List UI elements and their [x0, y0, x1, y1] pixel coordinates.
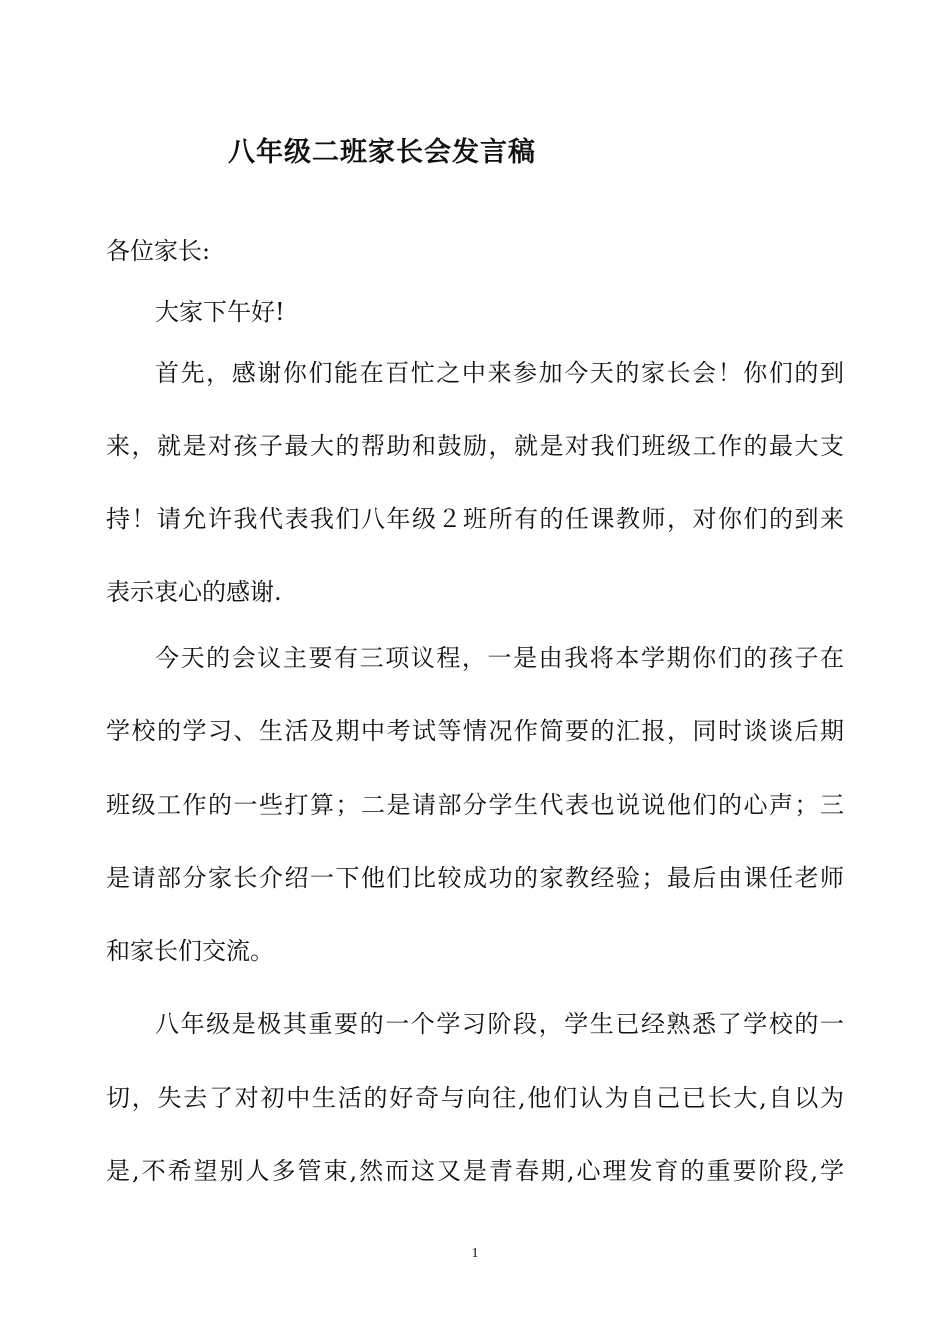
text-line: 大家下午好!: [155, 298, 285, 326]
text-line: 是,不希望别人多管束,然而这又是青春期,心理发育的重要阶段,学: [106, 1157, 844, 1185]
text-line: 和家长们交流。: [106, 937, 274, 965]
text-line: 今天的会议主要有三项议程，一是由我将本学期你们的孩子在: [155, 644, 844, 672]
text-line: 切，失去了对初中生活的好奇与向往,他们认为自己已长大,自以为: [106, 1084, 844, 1112]
text-line: 八年级是极其重要的一个学习阶段，学生已经熟悉了学校的一: [155, 1010, 844, 1038]
text-line: 班级工作的一些打算；二是请部分学生代表也说说他们的心声；三: [106, 791, 844, 819]
salutation: 各位家长:: [106, 237, 211, 265]
text-line: 首先，感谢你们能在百忙之中来参加今天的家长会！你们的到: [155, 359, 844, 387]
document-title: 八年级二班家长会发言稿: [228, 137, 536, 168]
page-number: 1: [471, 1246, 479, 1261]
text-line: 持！请允许我代表我们八年级２班所有的任课教师，对你们的到来: [106, 505, 844, 533]
text-line: 是请部分家长介绍一下他们比较成功的家教经验；最后由课任老师: [106, 864, 844, 892]
text-line: 来，就是对孩子最大的帮助和鼓励，就是对我们班级工作的最大支: [106, 432, 844, 460]
text-line: 表示衷心的感谢.: [106, 578, 282, 606]
text-line: 学校的学习、生活及期中考试等情况作简要的汇报，同时谈谈后期: [106, 717, 844, 745]
